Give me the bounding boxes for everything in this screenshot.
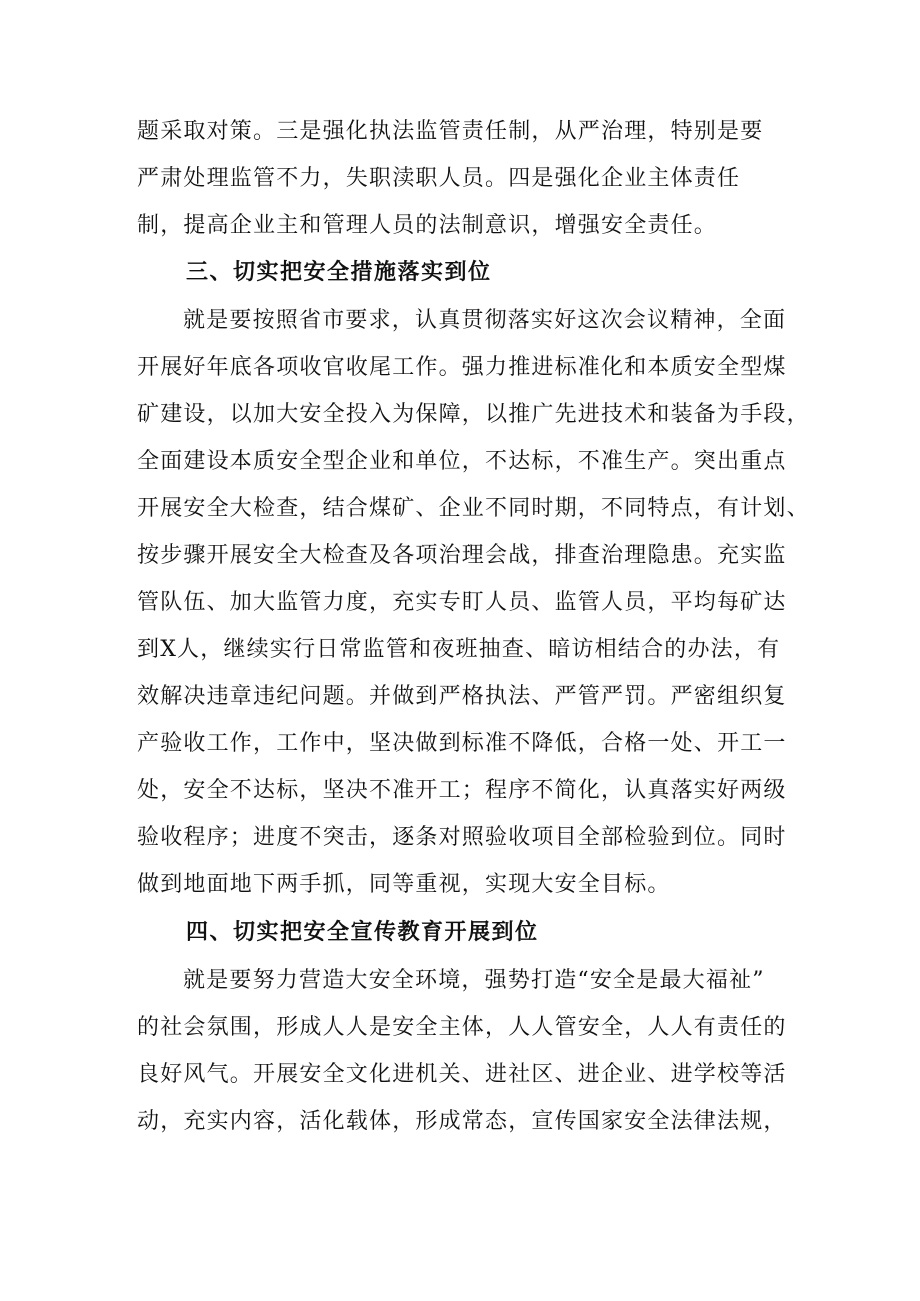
paragraph-line: 就是要努力营造大安全环境，强势打造“安全是最大福祉” (183, 968, 765, 993)
paragraph-line: 动，充实内容，活化载体，形成常态，宣传国家安全法律法规， (137, 1109, 787, 1134)
section-heading-4: 四、切实把安全宣传教育开展到位 (186, 920, 539, 945)
paragraph-line: 做到地面地下两手抓，同等重视，实现大安全目标。 (137, 872, 671, 897)
paragraph-line: 按步骤开展安全大检查及各项治理会战，排查治理隐患。充实监 (137, 543, 787, 568)
paragraph-line: 严肃处理监管不力，失职渎职人员。四是强化企业主体责任 (137, 166, 741, 191)
paragraph-line: 开展好年底各项收官收尾工作。强力推进标准化和本质安全型煤 (137, 355, 787, 380)
paragraph-line: 就是要按照省市要求，认真贯彻落实好这次会议精神，全面 (183, 308, 787, 333)
paragraph-line: 开展安全大检查，结合煤矿、企业不同时期，不同特点，有计划、 (137, 496, 810, 521)
paragraph-line: 矿建设，以加大安全投入为保障，以推广先进技术和装备为手段， (137, 402, 810, 427)
paragraph-line: 全面建设本质安全型企业和单位，不达标，不准生产。突出重点 (137, 449, 787, 474)
paragraph-line: 处，安全不达标，坚决不准开工；程序不简化，认真落实好两级 (137, 778, 787, 803)
paragraph-line: 良好风气。开展安全文化进机关、进社区、进企业、进学校等活 (137, 1062, 787, 1087)
paragraph-line: 题采取对策。三是强化执法监管责任制，从严治理，特别是要 (137, 119, 764, 144)
paragraph-line: 验收程序；进度不突击，逐条对照验收项目全部检验到位。同时 (137, 825, 787, 850)
paragraph-line: 的社会氛围，形成人人是安全主体，人人管安全，人人有责任的 (137, 1015, 787, 1040)
paragraph-line: 到X人，继续实行日常监管和夜班抽查、暗访相结合的办法，有 (137, 637, 781, 662)
paragraph-line: 管队伍、加大监管力度，充实专盯人员、监管人员，平均每矿达 (137, 590, 787, 615)
section-heading-3: 三、切实把安全措施落实到位 (186, 260, 492, 285)
paragraph-line: 产验收工作，工作中，坚决做到标准不降低，合格一处、开工一 (137, 731, 787, 756)
paragraph-line: 制，提高企业主和管理人员的法制意识，增强安全责任。 (137, 213, 718, 238)
paragraph-line: 效解决违章违纪问题。并做到严格执法、严管严罚。严密组织复 (137, 684, 787, 709)
